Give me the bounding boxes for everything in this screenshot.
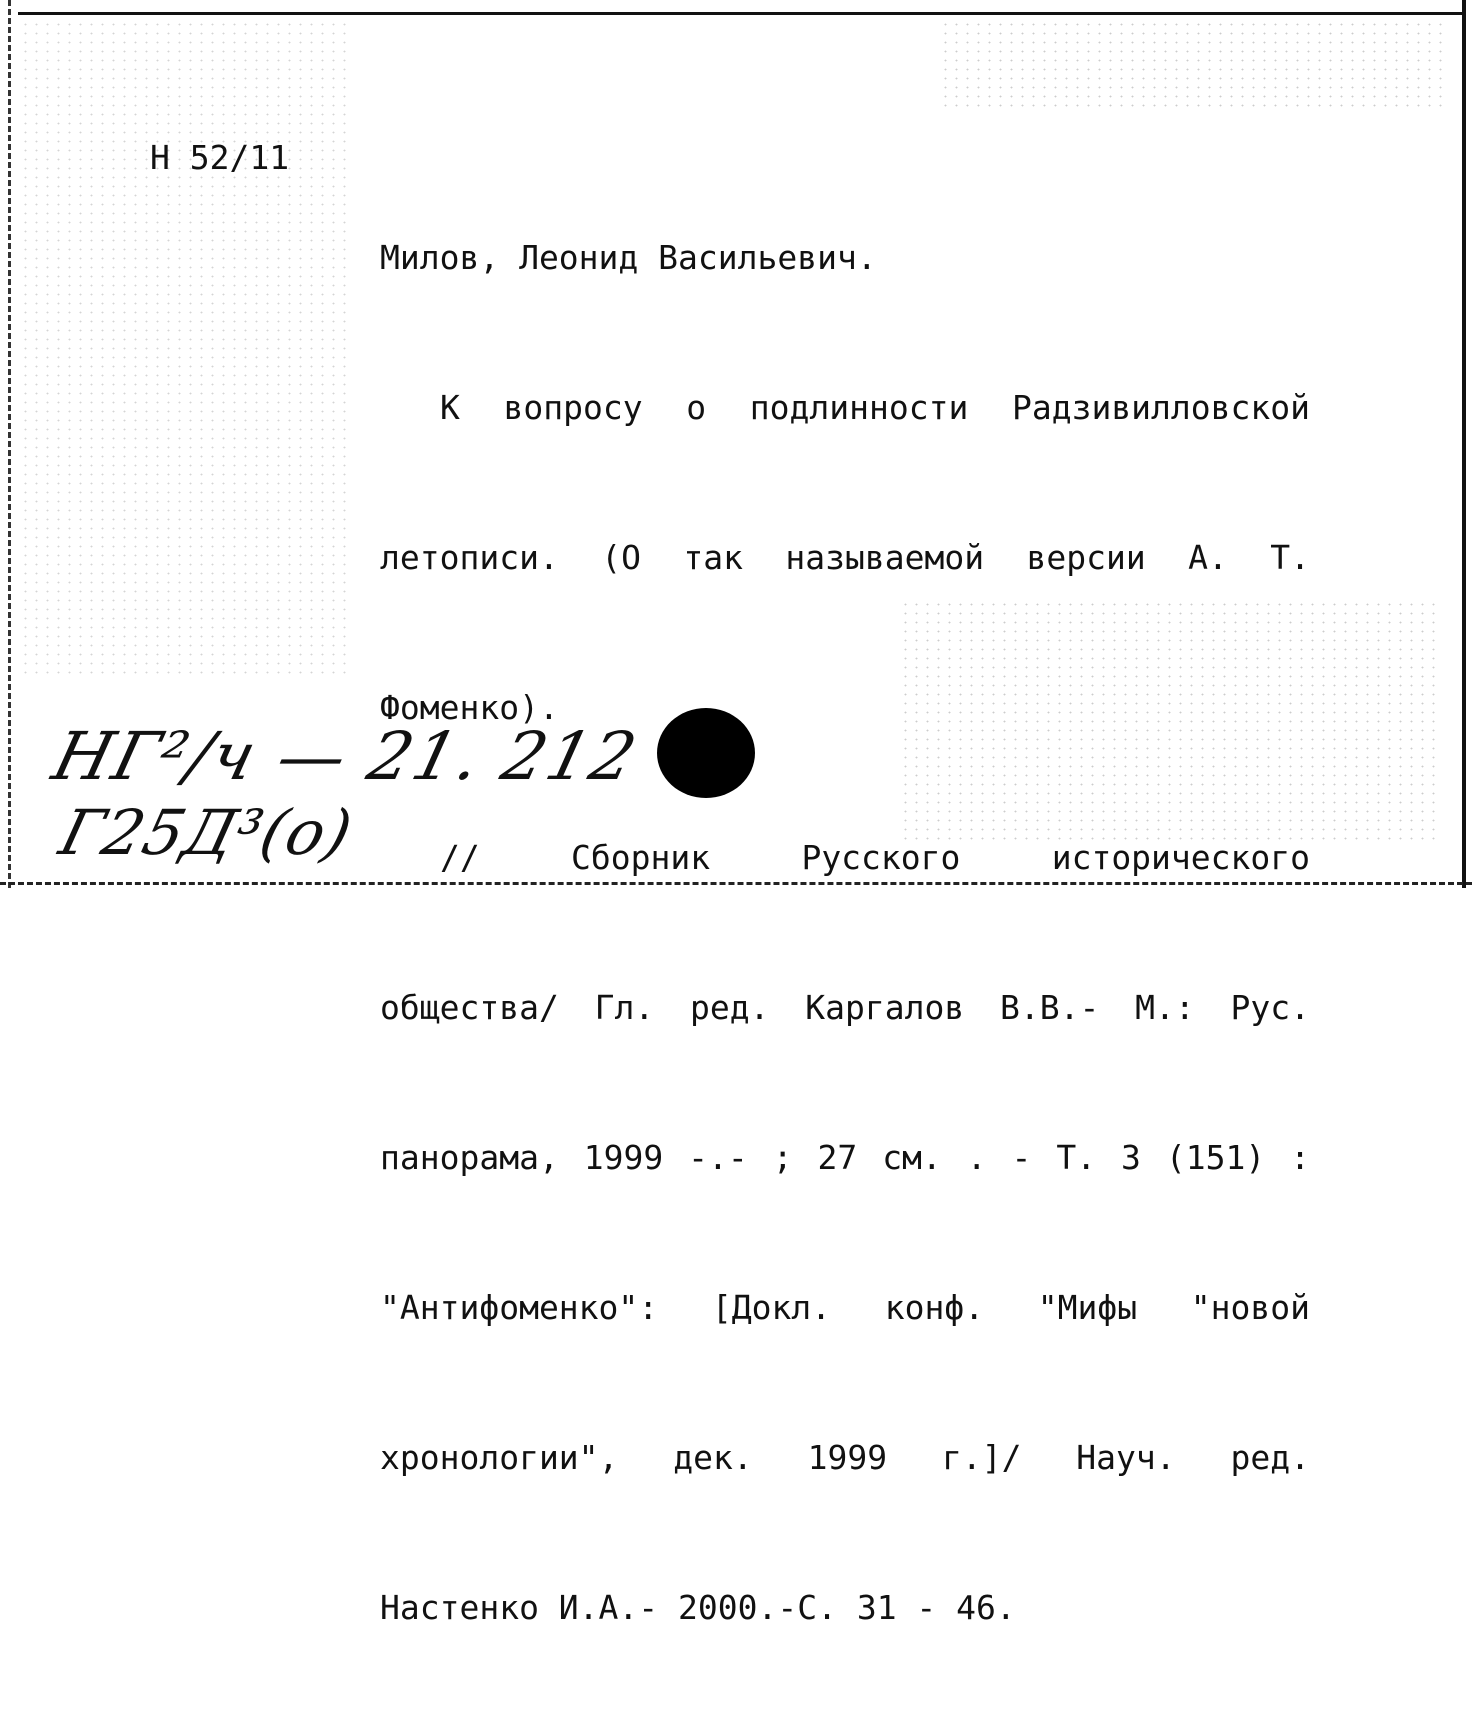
source-line-3: панорама, 1999 -.- ; 27 см. . - Т. 3 (151) : [380,1138,1310,1177]
scan-noise-left [20,20,350,680]
title-line-3: Фоменко). [380,688,559,727]
card-left-border [8,0,11,888]
author-line: Милов, Леонид Васильевич. [380,238,877,277]
card-top-border [18,12,1463,15]
source-line-5: хронологии", дек. 1999 г.]/ Науч. ред. [380,1438,1310,1477]
call-number: Н 52/11 [150,138,290,177]
handwritten-shelfmark-2: Г25Д³(о) [52,796,361,869]
title-line-2: летописи. (О так называемой версии А. Т. [380,538,1310,577]
source-line-4: "Антифоменко": [Докл. конф. "Мифы "новой [380,1288,1310,1327]
source-line-6: Настенко И.А.- 2000.-С. 31 - 46. [380,1588,1016,1627]
punch-hole [657,708,755,798]
scan-noise-right [940,20,1450,110]
source-line-1: // Сборник Русского исторического [440,838,1310,877]
title-line-1: К вопросу о подлинности Радзивилловской [440,388,1310,427]
handwritten-shelfmark-1: НГ²/ч — 21. 212 [45,718,646,795]
bibliographic-entry [380,133,1310,1733]
card-right-border [1462,0,1466,888]
source-line-2: общества/ Гл. ред. Каргалов В.В.- М.: Рус. [380,988,1310,1027]
